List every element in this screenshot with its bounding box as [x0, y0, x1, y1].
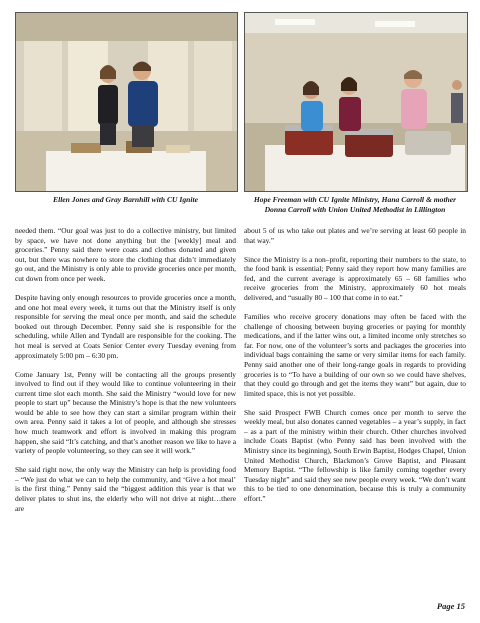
photo-illustration-left: [16, 13, 237, 191]
article-paragraph: Since the Ministry is a non–profit, reporting their numbers to the state, to the food bank is essential; Penny said they report how many families are fed, and the current average is approximately 65 – 68 families who receive groceries from the Ministry, approximately 60 hot meals delivered, and “usually 80 – 100 that come in to eat.”: [244, 254, 466, 302]
photo-ellen-and-gray: [15, 12, 238, 192]
article-paragraph: She said Prospect FWB Church comes once per month to serve the weekly meal, but also donates canned vegetables – a year’s supply, in fact – as a part of the ministry within their church. Other churches involved include Coats Baptist (who Penny said has been involved with the Ministry since its beginning), South Erwin Baptist, Hodges Chapel, Union United Methodist Church, Blackmon’s Grove Baptist, and Pleasant Memory Baptist. “The fellowship is like family coming together every Tuesday night” and said they see new people every week. “We don’t want this to be tied to one denomination, because this is truly a community effort.”: [244, 407, 466, 504]
article-paragraph: Families who receive grocery donations may often be faced with the challenge of choosing between buying groceries or paying for monthly medications, and if the latter wins out, a limited income only stretches so far. For now, one of the volunteer’s sorts and packages the groceries into individual bags containing the same or very similar items for each family. Penny said another one of their long-range goals in regards to providing groceries is to “To have a building of our own so we could have shelves, that they could go through and get the items they want” but again, due to limited space, this is not yet possible.: [244, 311, 466, 398]
photo-hope-hana-donna: [244, 12, 468, 192]
article-paragraph: needed them. “Our goal was just to do a collective ministry, but limited by space, we have not done anything but the [weekly] meal and groceries.” Penny said there were coats and clothes donated and given out, but there was nowhere to store the clothing that didn’t immediately go out, and the Ministry is only able to provide groceries once per month, cut down from once per week.: [15, 226, 236, 283]
article-paragraph: Come January 1st, Penny will be contacting all the groups presently involved to find out if they would like to continue volunteering in their current time slot each month. She said the Ministry “would love for new people to start up” because the Ministry’s hope is that the new volunteers would be able to see how they can start a similar program within their own area. Penny said it takes a lot of people, and although she stresses how much teamwork and effort is involved in making this program happen, she said “It’s catching, and that’s another reason we like to have a variety of people volunteering, so they can see it will work.”: [15, 369, 236, 456]
article-column-left: [15, 226, 236, 523]
photo-caption-left: Ellen Jones and Gray Barnhill with CU Ignite: [53, 195, 198, 204]
photo-illustration-right: [245, 13, 467, 191]
article-paragraph: Despite having only enough resources to provide groceries once a month, and one hot meal every week, it turns out that the Ministry itself is only responsible for serving the meal once per month, and said the schedule booked out through December. Penny said she is responsible for the scheduling, while Allen and Tyndall are responsible for the cooking. The hot meal is served at Coats Senior Center every Tuesday evening from approximately 5:00 pm – 6:30 pm.: [15, 292, 236, 360]
page-number: Page 15: [436, 601, 465, 611]
article-column-right: [244, 226, 466, 513]
article-paragraph: about 5 of us who take out plates and we’re serving at least 60 people in that way.”: [244, 226, 466, 245]
photo-caption-right: Hope Freeman with CU Ignite Ministry, Hana Carroll & mother Donna Carroll with Union United Methodist in Lillington: [253, 195, 457, 214]
article-paragraph: She said right now, the only way the Ministry can help is providing food – “We just do what we can to help the community, and ‘Give a hot meal’ is the first thing.” Penny said the “biggest addition this year is that we deliver plates to shut ins, the elderly who will not drive at night…there are: [15, 465, 236, 513]
